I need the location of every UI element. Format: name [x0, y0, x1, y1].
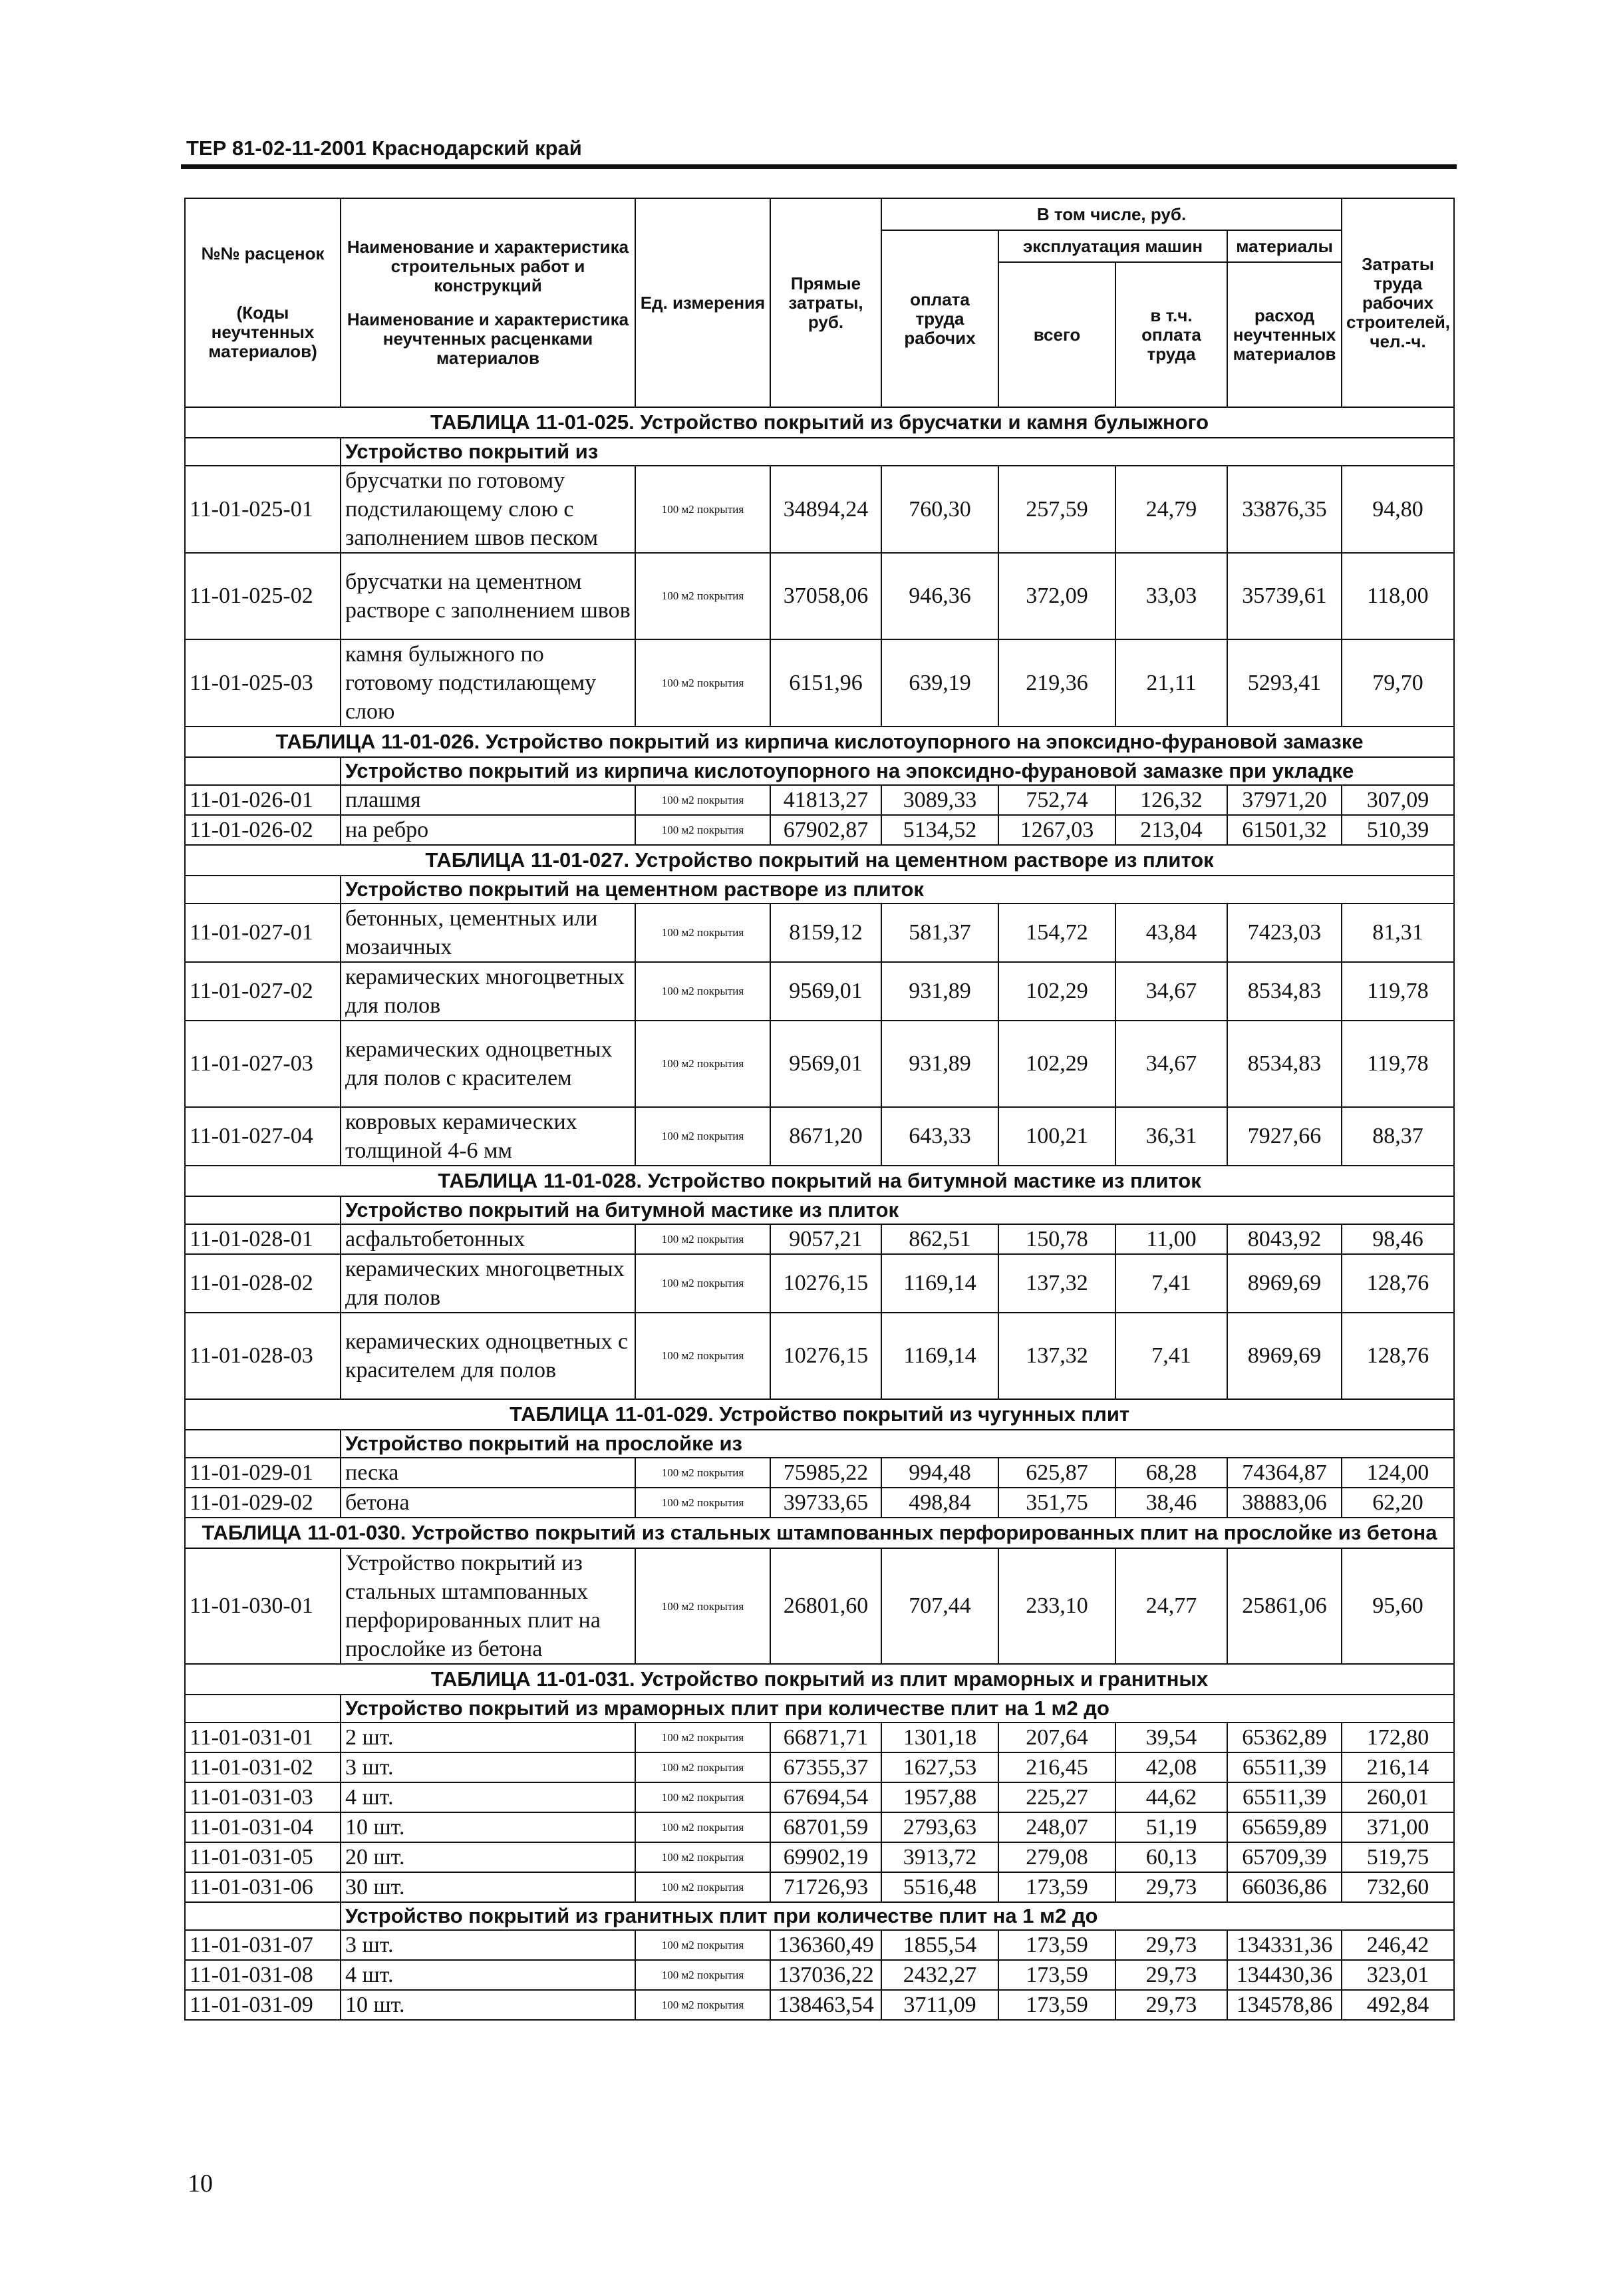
subhead-code-cell	[185, 1430, 341, 1458]
value-materials: 38883,06	[1227, 1488, 1342, 1518]
table-row	[185, 785, 1454, 815]
work-name: асфальтобетонных	[341, 1224, 635, 1254]
value-labor: 118,00	[1342, 553, 1454, 639]
group-subhead-row	[185, 1430, 1454, 1458]
value-labor: 88,37	[1342, 1107, 1454, 1166]
value-materials: 5293,41	[1227, 639, 1342, 727]
rate-code: 11-01-027-03	[185, 1021, 341, 1107]
rate-code: 11-01-027-01	[185, 903, 341, 962]
table-row	[185, 553, 1454, 639]
value-direct: 26801,60	[770, 1548, 881, 1664]
work-name: на ребро	[341, 815, 635, 845]
value-materials: 8969,69	[1227, 1254, 1342, 1313]
header-wages: оплата труда рабочих	[881, 230, 998, 407]
value-direct: 8159,12	[770, 903, 881, 962]
value-labor: 128,76	[1342, 1313, 1454, 1399]
table-row	[185, 1458, 1454, 1488]
work-name: керамических многоцветных для полов	[341, 962, 635, 1021]
rate-code: 11-01-030-01	[185, 1548, 341, 1664]
unit-cell: 100 м2 покрытия	[635, 1960, 770, 1990]
rate-code: 11-01-028-02	[185, 1254, 341, 1313]
value-direct: 67355,37	[770, 1752, 881, 1782]
value-machines-wages: 51,19	[1115, 1812, 1227, 1842]
value-wages: 3711,09	[881, 1990, 998, 2020]
value-machines-wages: 29,73	[1115, 1960, 1227, 1990]
value-machines: 625,87	[998, 1458, 1115, 1488]
table-row	[185, 1842, 1454, 1872]
section-title-row	[185, 727, 1454, 757]
unit-cell: 100 м2 покрытия	[635, 1842, 770, 1872]
value-machines: 752,74	[998, 785, 1115, 815]
group-subhead: Устройство покрытий на цементном растворе из плиток	[341, 876, 1454, 903]
value-wages: 707,44	[881, 1548, 998, 1664]
work-name: бетона	[341, 1488, 635, 1518]
group-subhead-row	[185, 876, 1454, 903]
value-labor: 119,78	[1342, 962, 1454, 1021]
rate-code: 11-01-031-02	[185, 1752, 341, 1782]
value-labor: 371,00	[1342, 1812, 1454, 1842]
value-wages: 5134,52	[881, 815, 998, 845]
unit-cell: 100 м2 покрытия	[635, 815, 770, 845]
value-direct: 66871,71	[770, 1722, 881, 1752]
value-machines: 173,59	[998, 1990, 1115, 2020]
value-materials: 37971,20	[1227, 785, 1342, 815]
rate-code: 11-01-026-01	[185, 785, 341, 815]
value-machines-wages: 38,46	[1115, 1488, 1227, 1518]
work-name: камня булыжного по готовому подстилающему слою	[341, 639, 635, 727]
value-machines-wages: 42,08	[1115, 1752, 1227, 1782]
value-direct: 39733,65	[770, 1488, 881, 1518]
value-materials: 8534,83	[1227, 962, 1342, 1021]
table-row	[185, 1872, 1454, 1902]
table-row	[185, 1752, 1454, 1782]
section-title-row	[185, 1166, 1454, 1196]
value-machines-wages: 60,13	[1115, 1842, 1227, 1872]
page-number: 10	[188, 2170, 213, 2198]
rate-code: 11-01-027-02	[185, 962, 341, 1021]
value-materials: 134430,36	[1227, 1960, 1342, 1990]
table-row	[185, 1782, 1454, 1812]
unit-cell: 100 м2 покрытия	[635, 1722, 770, 1752]
value-machines-wages: 126,32	[1115, 785, 1227, 815]
value-machines: 1267,03	[998, 815, 1115, 845]
value-labor: 124,00	[1342, 1458, 1454, 1488]
value-materials: 65362,89	[1227, 1722, 1342, 1752]
value-labor: 307,09	[1342, 785, 1454, 815]
group-subhead: Устройство покрытий на прослойке из	[341, 1430, 1454, 1458]
group-subhead-row	[185, 1695, 1454, 1722]
value-machines: 100,21	[998, 1107, 1115, 1166]
table-row	[185, 466, 1454, 553]
unit-cell: 100 м2 покрытия	[635, 1872, 770, 1902]
value-labor: 128,76	[1342, 1254, 1454, 1313]
value-machines-wages: 33,03	[1115, 553, 1227, 639]
rate-code: 11-01-028-03	[185, 1313, 341, 1399]
value-machines-wages: 43,84	[1115, 903, 1227, 962]
value-labor: 172,80	[1342, 1722, 1454, 1752]
unit-cell: 100 м2 покрытия	[635, 1224, 770, 1254]
value-machines: 102,29	[998, 962, 1115, 1021]
work-name: керамических одноцветных с красителем для полов	[341, 1313, 635, 1399]
header-code-bottom: (Коды неучтенных материалов)	[208, 303, 317, 361]
work-name: песка	[341, 1458, 635, 1488]
value-wages: 5516,48	[881, 1872, 998, 1902]
group-subhead: Устройство покрытий на битумной мастике из плиток	[341, 1196, 1454, 1224]
rate-code: 11-01-031-06	[185, 1872, 341, 1902]
value-wages: 1169,14	[881, 1254, 998, 1313]
table-row	[185, 1548, 1454, 1664]
table-row	[185, 1930, 1454, 1960]
value-machines: 372,09	[998, 553, 1115, 639]
section-title-row	[185, 1518, 1454, 1548]
section-title-row	[185, 1399, 1454, 1430]
work-name: Устройство покрытий из стальных штампованных перфорированных плит на прослойке из бетона	[341, 1548, 635, 1664]
unit-cell: 100 м2 покрытия	[635, 1107, 770, 1166]
value-wages: 760,30	[881, 466, 998, 553]
value-direct: 138463,54	[770, 1990, 881, 2020]
value-machines-wages: 7,41	[1115, 1313, 1227, 1399]
value-wages: 1301,18	[881, 1722, 998, 1752]
group-subhead: Устройство покрытий из мраморных плит при количестве плит на 1 м2 до	[341, 1695, 1454, 1722]
table-body	[185, 407, 1454, 2020]
value-wages: 1627,53	[881, 1752, 998, 1782]
group-subhead: Устройство покрытий из	[341, 438, 1454, 466]
value-machines: 351,75	[998, 1488, 1115, 1518]
unit-cell: 100 м2 покрытия	[635, 1990, 770, 2020]
value-direct: 8671,20	[770, 1107, 881, 1166]
value-labor: 323,01	[1342, 1960, 1454, 1990]
table-row	[185, 1722, 1454, 1752]
value-machines-wages: 29,73	[1115, 1872, 1227, 1902]
unit-cell: 100 м2 покрытия	[635, 1021, 770, 1107]
header-name-bottom: Наименование и характеристика неучтенных расценками материалов	[347, 309, 629, 368]
value-machines: 137,32	[998, 1313, 1115, 1399]
rate-code: 11-01-031-04	[185, 1812, 341, 1842]
section-title-row	[185, 845, 1454, 876]
unit-cell: 100 м2 покрытия	[635, 962, 770, 1021]
work-name: 3 шт.	[341, 1752, 635, 1782]
unit-cell: 100 м2 покрытия	[635, 1254, 770, 1313]
table-row	[185, 639, 1454, 727]
subhead-code-cell	[185, 1902, 341, 1930]
value-machines-wages: 34,67	[1115, 962, 1227, 1021]
group-subhead-row	[185, 438, 1454, 466]
value-materials: 65511,39	[1227, 1752, 1342, 1782]
value-machines-wages: 34,67	[1115, 1021, 1227, 1107]
value-machines: 150,78	[998, 1224, 1115, 1254]
value-machines: 154,72	[998, 903, 1115, 962]
value-direct: 67694,54	[770, 1782, 881, 1812]
subhead-code-cell	[185, 438, 341, 466]
table-row	[185, 1488, 1454, 1518]
value-wages: 643,33	[881, 1107, 998, 1166]
rate-code: 11-01-031-09	[185, 1990, 341, 2020]
header-name	[341, 198, 635, 407]
value-wages: 498,84	[881, 1488, 998, 1518]
value-wages: 2793,63	[881, 1812, 998, 1842]
value-direct: 41813,27	[770, 785, 881, 815]
work-name: плашмя	[341, 785, 635, 815]
value-direct: 71726,93	[770, 1872, 881, 1902]
value-direct: 9569,01	[770, 1021, 881, 1107]
section-title: ТАБЛИЦА 11-01-025. Устройство покрытий из брусчатки и камня булыжного	[185, 407, 1454, 438]
value-direct: 37058,06	[770, 553, 881, 639]
work-name: 10 шт.	[341, 1812, 635, 1842]
section-title: ТАБЛИЦА 11-01-028. Устройство покрытий на битумной мастике из плиток	[185, 1166, 1454, 1196]
header-machines-total: всего	[998, 262, 1115, 407]
value-direct: 10276,15	[770, 1313, 881, 1399]
value-machines-wages: 21,11	[1115, 639, 1227, 727]
value-wages: 2432,27	[881, 1960, 998, 1990]
table-row	[185, 1960, 1454, 1990]
value-machines: 233,10	[998, 1548, 1115, 1664]
rate-code: 11-01-031-03	[185, 1782, 341, 1812]
header-name-top: Наименование и характеристика строительных работ и конструкций	[347, 237, 629, 295]
header-incl: В том числе, руб.	[881, 198, 1342, 230]
value-wages: 862,51	[881, 1224, 998, 1254]
value-machines: 173,59	[998, 1872, 1115, 1902]
value-wages: 3913,72	[881, 1842, 998, 1872]
table-row	[185, 1107, 1454, 1166]
value-machines-wages: 213,04	[1115, 815, 1227, 845]
value-labor: 246,42	[1342, 1930, 1454, 1960]
value-machines: 257,59	[998, 466, 1115, 553]
value-machines-wages: 68,28	[1115, 1458, 1227, 1488]
value-materials: 61501,32	[1227, 815, 1342, 845]
value-wages: 994,48	[881, 1458, 998, 1488]
unit-cell: 100 м2 покрытия	[635, 553, 770, 639]
value-wages: 1957,88	[881, 1782, 998, 1812]
section-title-row	[185, 1664, 1454, 1695]
value-wages: 931,89	[881, 962, 998, 1021]
work-name: брусчатки на цементном растворе с заполнением швов	[341, 553, 635, 639]
value-materials: 74364,87	[1227, 1458, 1342, 1488]
value-direct: 34894,24	[770, 466, 881, 553]
value-materials: 7423,03	[1227, 903, 1342, 962]
rate-code: 11-01-025-01	[185, 466, 341, 553]
section-title: ТАБЛИЦА 11-01-031. Устройство покрытий из плит мраморных и гранитных	[185, 1664, 1454, 1695]
value-machines: 216,45	[998, 1752, 1115, 1782]
unit-cell: 100 м2 покрытия	[635, 903, 770, 962]
table-row	[185, 903, 1454, 962]
unit-cell: 100 м2 покрытия	[635, 1782, 770, 1812]
header-direct: Прямые затраты, руб.	[770, 198, 881, 407]
table-row	[185, 962, 1454, 1021]
subhead-code-cell	[185, 1695, 341, 1722]
subhead-code-cell	[185, 876, 341, 903]
rate-code: 11-01-028-01	[185, 1224, 341, 1254]
value-labor: 119,78	[1342, 1021, 1454, 1107]
work-name: бетонных, цементных или мозаичных	[341, 903, 635, 962]
value-materials: 8969,69	[1227, 1313, 1342, 1399]
header-materials: материалы	[1227, 230, 1342, 262]
work-name: 30 шт.	[341, 1872, 635, 1902]
value-machines: 173,59	[998, 1960, 1115, 1990]
subhead-code-cell	[185, 1196, 341, 1224]
value-wages: 639,19	[881, 639, 998, 727]
value-materials: 25861,06	[1227, 1548, 1342, 1664]
rate-code: 11-01-025-03	[185, 639, 341, 727]
value-wages: 1169,14	[881, 1313, 998, 1399]
value-wages: 3089,33	[881, 785, 998, 815]
rate-code: 11-01-027-04	[185, 1107, 341, 1166]
section-title: ТАБЛИЦА 11-01-029. Устройство покрытий из чугунных плит	[185, 1399, 1454, 1430]
work-name: 3 шт.	[341, 1930, 635, 1960]
rates-table	[184, 198, 1455, 2021]
group-subhead-row	[185, 1196, 1454, 1224]
value-labor: 732,60	[1342, 1872, 1454, 1902]
value-labor: 62,20	[1342, 1488, 1454, 1518]
value-labor: 216,14	[1342, 1752, 1454, 1782]
section-title: ТАБЛИЦА 11-01-026. Устройство покрытий из кирпича кислотоупорного на эпоксидно-фурановой замазке	[185, 727, 1454, 757]
table-row	[185, 1812, 1454, 1842]
value-machines-wages: 11,00	[1115, 1224, 1227, 1254]
value-materials: 8043,92	[1227, 1224, 1342, 1254]
rate-code: 11-01-031-01	[185, 1722, 341, 1752]
unit-cell: 100 м2 покрытия	[635, 1752, 770, 1782]
value-materials: 65511,39	[1227, 1782, 1342, 1812]
value-materials: 65659,89	[1227, 1812, 1342, 1842]
value-direct: 10276,15	[770, 1254, 881, 1313]
value-materials: 65709,39	[1227, 1842, 1342, 1872]
value-direct: 67902,87	[770, 815, 881, 845]
group-subhead: Устройство покрытий из гранитных плит при количестве плит на 1 м2 до	[341, 1902, 1454, 1930]
value-machines-wages: 44,62	[1115, 1782, 1227, 1812]
value-direct: 136360,49	[770, 1930, 881, 1960]
value-direct: 9057,21	[770, 1224, 881, 1254]
page-header: ТЕР 81-02-11-2001 Краснодарский край	[186, 136, 582, 160]
value-labor: 519,75	[1342, 1842, 1454, 1872]
value-labor: 492,84	[1342, 1990, 1454, 2020]
value-machines-wages: 29,73	[1115, 1930, 1227, 1960]
header-machines: эксплуатация машин	[998, 230, 1227, 262]
unit-cell: 100 м2 покрытия	[635, 1812, 770, 1842]
table-row	[185, 815, 1454, 845]
value-direct: 75985,22	[770, 1458, 881, 1488]
rate-code: 11-01-029-01	[185, 1458, 341, 1488]
value-materials: 33876,35	[1227, 466, 1342, 553]
value-direct: 68701,59	[770, 1812, 881, 1842]
table-row	[185, 1224, 1454, 1254]
unit-cell: 100 м2 покрытия	[635, 639, 770, 727]
work-name: 4 шт.	[341, 1960, 635, 1990]
section-title-row	[185, 407, 1454, 438]
value-machines-wages: 39,54	[1115, 1722, 1227, 1752]
unit-cell: 100 м2 покрытия	[635, 785, 770, 815]
value-wages: 931,89	[881, 1021, 998, 1107]
value-machines: 102,29	[998, 1021, 1115, 1107]
work-name: брусчатки по готовому подстилающему слою с заполнением швов песком	[341, 466, 635, 553]
value-labor: 79,70	[1342, 639, 1454, 727]
value-materials: 8534,83	[1227, 1021, 1342, 1107]
value-machines-wages: 29,73	[1115, 1990, 1227, 2020]
value-machines-wages: 24,77	[1115, 1548, 1227, 1664]
value-machines: 248,07	[998, 1812, 1115, 1842]
work-name: керамических одноцветных для полов с красителем	[341, 1021, 635, 1107]
unit-cell: 100 м2 покрытия	[635, 1488, 770, 1518]
subhead-code-cell	[185, 757, 341, 785]
work-name: ковровых керамических толщиной 4-6 мм	[341, 1107, 635, 1166]
value-machines: 279,08	[998, 1842, 1115, 1872]
unit-cell: 100 м2 покрытия	[635, 466, 770, 553]
rate-code: 11-01-025-02	[185, 553, 341, 639]
value-wages: 1855,54	[881, 1930, 998, 1960]
header-labor: Затраты труда рабочих строителей, чел.-ч.	[1342, 198, 1454, 407]
value-materials: 134578,86	[1227, 1990, 1342, 2020]
value-labor: 94,80	[1342, 466, 1454, 553]
work-name: керамических многоцветных для полов	[341, 1254, 635, 1313]
rate-code: 11-01-031-08	[185, 1960, 341, 1990]
value-labor: 81,31	[1342, 903, 1454, 962]
value-labor: 95,60	[1342, 1548, 1454, 1664]
value-machines-wages: 24,79	[1115, 466, 1227, 553]
header-code-top: №№ расценок	[201, 244, 325, 263]
value-direct: 137036,22	[770, 1960, 881, 1990]
work-name: 2 шт.	[341, 1722, 635, 1752]
value-wages: 946,36	[881, 553, 998, 639]
table-row	[185, 1254, 1454, 1313]
unit-cell: 100 м2 покрытия	[635, 1930, 770, 1960]
header-code	[185, 198, 341, 407]
unit-cell: 100 м2 покрытия	[635, 1458, 770, 1488]
rate-code: 11-01-031-05	[185, 1842, 341, 1872]
value-labor: 260,01	[1342, 1782, 1454, 1812]
rate-code: 11-01-029-02	[185, 1488, 341, 1518]
table-row	[185, 1313, 1454, 1399]
group-subhead-row	[185, 757, 1454, 785]
value-direct: 6151,96	[770, 639, 881, 727]
section-title: ТАБЛИЦА 11-01-030. Устройство покрытий из стальных штампованных перфорированных плит на прослойке из бетона	[185, 1518, 1454, 1548]
value-materials: 35739,61	[1227, 553, 1342, 639]
value-machines-wages: 36,31	[1115, 1107, 1227, 1166]
value-machines: 219,36	[998, 639, 1115, 727]
header-rule	[181, 164, 1457, 169]
value-direct: 69902,19	[770, 1842, 881, 1872]
table-row	[185, 1021, 1454, 1107]
section-title: ТАБЛИЦА 11-01-027. Устройство покрытий на цементном растворе из плиток	[185, 845, 1454, 876]
work-name: 4 шт.	[341, 1782, 635, 1812]
value-wages: 581,37	[881, 903, 998, 962]
table-row	[185, 1990, 1454, 2020]
unit-cell: 100 м2 покрытия	[635, 1548, 770, 1664]
value-labor: 510,39	[1342, 815, 1454, 845]
header-machines-wages: в т.ч. оплата труда	[1115, 262, 1227, 407]
group-subhead: Устройство покрытий из кирпича кислотоупорного на эпоксидно-фурановой замазке при укладке	[341, 757, 1454, 785]
value-materials: 7927,66	[1227, 1107, 1342, 1166]
value-machines: 137,32	[998, 1254, 1115, 1313]
value-direct: 9569,01	[770, 962, 881, 1021]
value-labor: 98,46	[1342, 1224, 1454, 1254]
value-materials: 66036,86	[1227, 1872, 1342, 1902]
rate-code: 11-01-026-02	[185, 815, 341, 845]
header-materials-sub: расход неучтенных материалов	[1227, 262, 1342, 407]
header-unit: Ед. измерения	[635, 198, 770, 407]
value-machines: 207,64	[998, 1722, 1115, 1752]
unit-cell: 100 м2 покрытия	[635, 1313, 770, 1399]
group-subhead-row	[185, 1902, 1454, 1930]
value-materials: 134331,36	[1227, 1930, 1342, 1960]
table-header	[185, 198, 1454, 407]
value-machines-wages: 7,41	[1115, 1254, 1227, 1313]
rate-code: 11-01-031-07	[185, 1930, 341, 1960]
value-machines: 225,27	[998, 1782, 1115, 1812]
work-name: 10 шт.	[341, 1990, 635, 2020]
value-machines: 173,59	[998, 1930, 1115, 1960]
work-name: 20 шт.	[341, 1842, 635, 1872]
